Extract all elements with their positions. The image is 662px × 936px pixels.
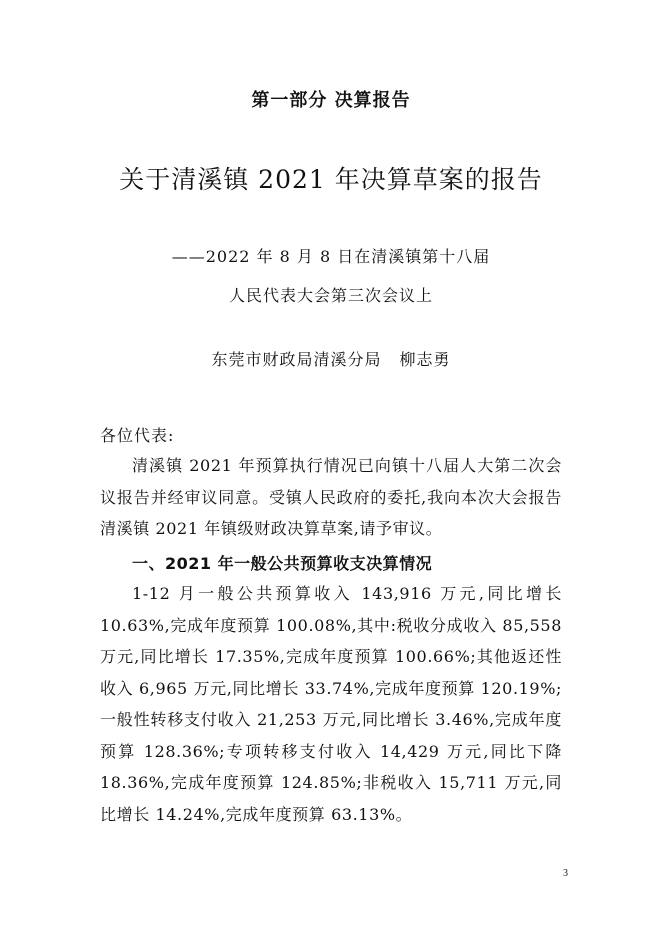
report-title: 关于清溪镇 2021 年决算草案的报告 [119,165,543,194]
page-number: 3 [563,868,568,879]
author-line [0,347,662,370]
meeting-line-2: 人民代表大会第三次会议上 [228,286,433,305]
part-title: 第一部分 决算报告 [251,90,411,111]
meeting-line-1: ——2022 年 8 月 8 日在清溪镇第十八届 [171,247,491,266]
intro-paragraph: 清溪镇 2021 年预算执行情况已向镇十八届人大第二次会议报告并经审议同意。受镇人民政府的委托,我向本次大会报告清溪镇 2021 年镇级财政决算草案,请予审议。 [100,456,562,538]
section-heading: 一、2021 年一般公共预算收支决算情况 [132,554,433,573]
salutation: 各位代表: [100,426,175,445]
author-organization: 东莞市财政局清溪分局 [211,350,382,369]
revenue-paragraph: 1-12 月一般公共预算收入 143,916 万元,同比增长 10.63%,完成年度预算 100.08%,其中:税收分成收入 85,558 万元,同比增长 17.35%,完成年度预算 100.66%;其他返还性收入 6,965 万元,同比增长 33.74%,完成年度预算 120.19%;一般性转移支付收入 21,253 万元,同比增长 3.46%,完成年度预算 128.36%;专项转移支付收入 14,429 万元,同比下降 18.36%,完成年度预算 124.85%;非税收入 15,711 万元,同比增长 14.24%,完成年度预算 63.13%。 [100,584,562,824]
author-name: 柳志勇 [399,350,451,369]
